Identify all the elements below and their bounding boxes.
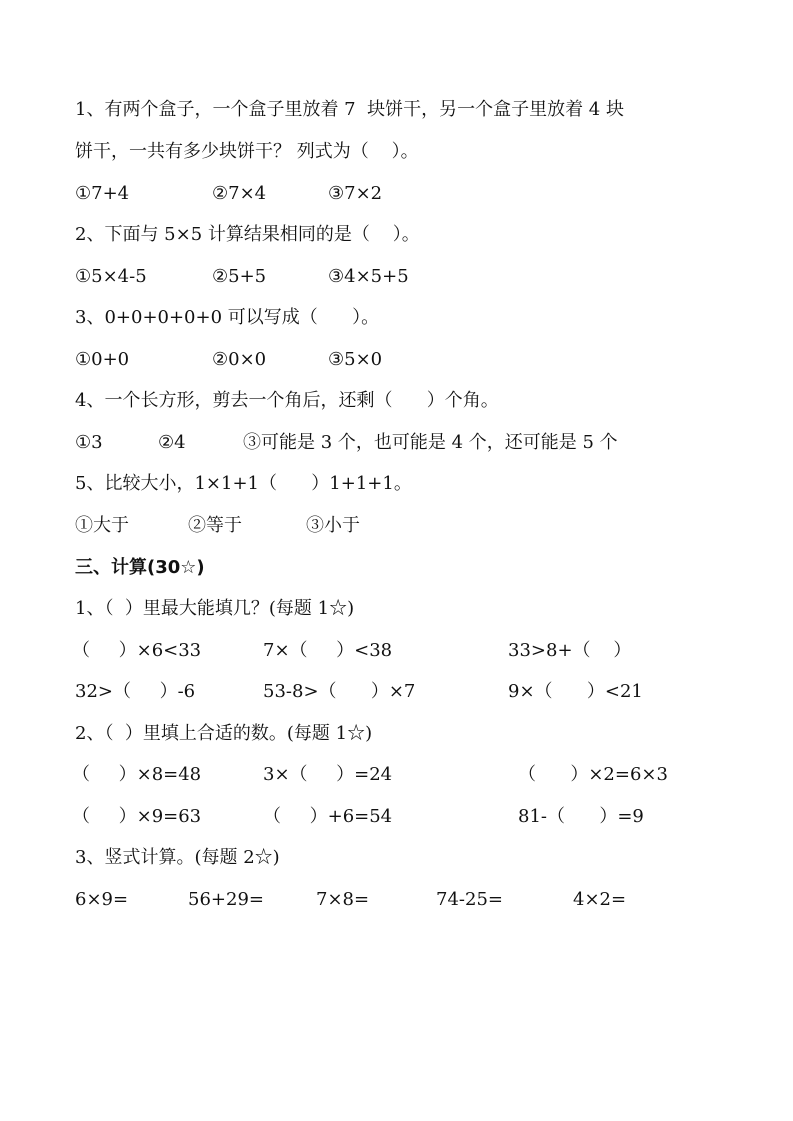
part2-r1-c3: （ ）×2=6×3 [518, 764, 668, 785]
q4-text: 4、一个长方形，剪去一个角后，还剩（ ）个角。 [75, 390, 499, 411]
q5-option-3: ③小于 [306, 515, 360, 536]
q2-text: 2、下面与 5×5 计算结果相同的是（ ）。 [75, 224, 420, 245]
q5-option-1: ①大于 [75, 515, 129, 536]
part3-item-1: 6×9= [75, 889, 129, 910]
part3-item-4: 74-25= [436, 889, 503, 910]
part1-r1-c2: 7×（ ）<38 [263, 640, 393, 661]
part1-title: 1、（ ）里最大能填几？(每题 1☆) [75, 598, 355, 619]
q2-option-2: ②5+5 [212, 266, 267, 287]
q5-text: 5、比较大小，1×1+1（ ）1+1+1。 [75, 473, 412, 494]
q1-option-3: ③7×2 [328, 183, 383, 204]
part2-title: 2、（ ）里填上合适的数。(每题 1☆) [75, 723, 373, 744]
q3-option-2: ②0×0 [212, 349, 267, 370]
part2-r2-c2: （ ）+6=54 [263, 806, 393, 827]
q3-option-1: ①0+0 [75, 349, 130, 370]
q1-option-1: ①7+4 [75, 183, 130, 204]
part2-r1-c1: （ ）×8=48 [72, 764, 202, 785]
q3-option-3: ③5×0 [328, 349, 383, 370]
part2-r2-c1: （ ）×9=63 [72, 806, 202, 827]
part3-item-3: 7×8= [316, 889, 370, 910]
part3-item-2: 56+29= [188, 889, 264, 910]
q3-text: 3、0+0+0+0+0 可以写成（ ）。 [75, 307, 380, 328]
part1-r1-c3: 33>8+（ ） [508, 640, 632, 661]
q4-option-3: ③可能是 3 个，也可能是 4 个，还可能是 5 个 [243, 432, 618, 453]
part1-r1-c1: （ ）×6<33 [72, 640, 202, 661]
q5-option-2: ②等于 [188, 515, 242, 536]
part2-r1-c2: 3×（ ）=24 [263, 764, 393, 785]
q2-option-3: ③4×5+5 [328, 266, 409, 287]
part1-r2-c3: 9×（ ）<21 [508, 681, 643, 702]
part1-r2-c1: 32>（ ）-6 [75, 681, 196, 702]
q4-option-1: ①3 [75, 432, 103, 453]
part3-item-5: 4×2= [573, 889, 627, 910]
q4-option-2: ②4 [158, 432, 186, 453]
part1-r2-c2: 53-8>（ ）×7 [263, 681, 416, 702]
part2-r2-c3: 81-（ ）=9 [518, 806, 644, 827]
q1-option-2: ②7×4 [212, 183, 267, 204]
q1-text-line1: 1、有两个盒子，一个盒子里放着 7 块饼干，另一个盒子里放着 4 块 [75, 99, 624, 120]
q2-option-1: ①5×4-5 [75, 266, 147, 287]
section3-title: 三、计算(30☆) [75, 557, 205, 578]
part3-title: 3、竖式计算。(每题 2☆) [75, 847, 280, 868]
q1-text-line2: 饼干，一共有多少块饼干？ 列式为（ ）。 [75, 141, 419, 162]
